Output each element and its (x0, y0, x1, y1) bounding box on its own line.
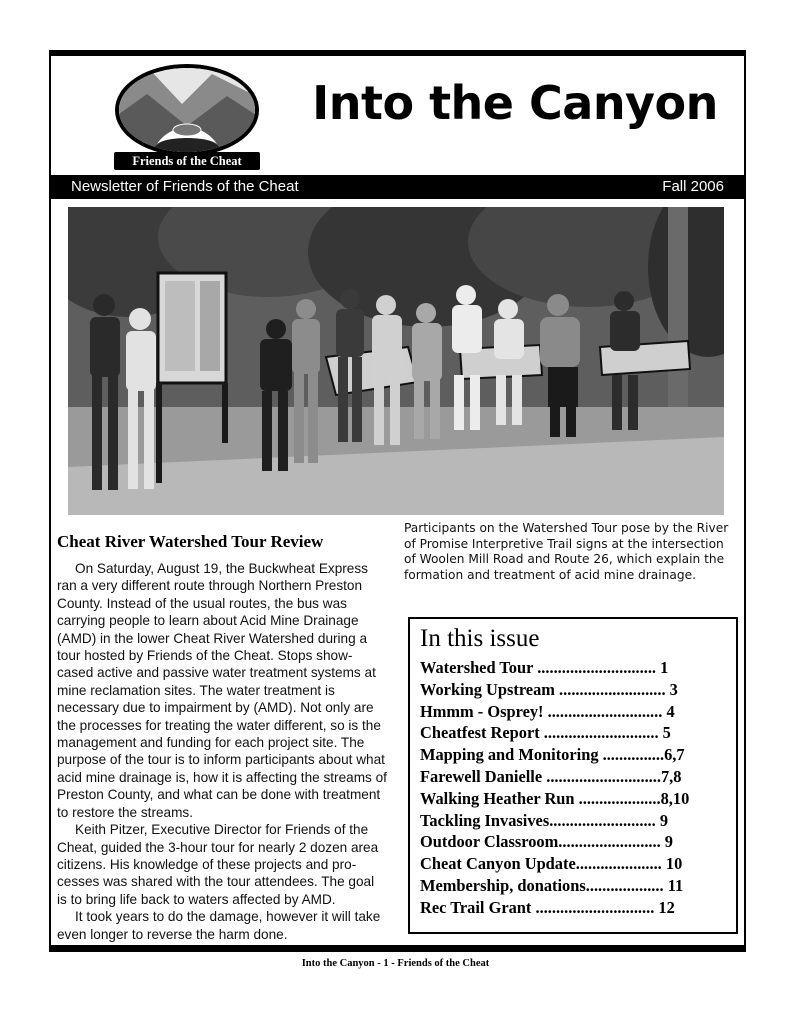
toc-item[interactable]: Tackling Invasives.......................... 9 (420, 810, 669, 830)
group-photo (68, 207, 724, 515)
logo-text: Friends of the Cheat (132, 154, 242, 168)
toc-item[interactable]: Working Upstream .......................... 3 (420, 679, 678, 699)
article (57, 532, 387, 943)
toc-item[interactable]: Cheat Canyon Update..................... 10 (420, 854, 683, 874)
article-headline: Cheat River Watershed Tour Review (57, 532, 324, 551)
table-of-contents (420, 657, 720, 919)
newsletter-subtitle: Newsletter of Friends of the Cheat (71, 178, 299, 195)
issue-date: Fall 2006 (662, 178, 724, 195)
toc-item[interactable]: Rec Trail Grant ............................. 12 (420, 897, 675, 917)
bottom-rule (49, 945, 746, 952)
article-paragraph: It took years to do the damage, however it will take even longer to reverse the harm done. (57, 909, 381, 942)
toc-item[interactable]: Mapping and Monitoring ...............6,7 (420, 745, 685, 765)
header-band (51, 175, 744, 199)
toc-item[interactable]: Walking Heather Run ....................8,10 (420, 788, 690, 808)
top-rule (49, 50, 746, 56)
photo-caption: Participants on the Watershed Tour pose by the River of Promise Interpretive Trail signs at the intersection of Woolen Mill Road and Route 26, which explain the formation and treatment of acid mine drainage. (404, 521, 729, 582)
article-paragraph: On Saturday, August 19, the Buckwheat Express ran a very different route through Northern Preston County. Instead of the usual routes, the bus was carrying people to learn about Acid Mine Drainage (AMD) in the lower Cheat River Watershed during a tour hosted by Friends of the Cheat. Stops show-cased active and passive water treatment systems at mine reclamation sites. The water treatment is necessary due to impairment by (AMD). Not only are the processes for treating the water different, so is the management and funding for each project site. The purpose of the tour is to inform participants about what acid mine drainage is, how it is affecting the streams of Preston County, and what can be done with treatment to restore the streams. (57, 561, 387, 820)
toc-item[interactable]: Watershed Tour ............................. 1 (420, 658, 669, 677)
friends-of-the-cheat-logo (112, 64, 262, 172)
toc-item[interactable]: Outdoor Classroom......................... 9 (420, 832, 674, 852)
article-paragraph: Keith Pitzer, Executive Director for Friends of the Cheat, guided the 3-hour tour for nearly 2 dozen area citizens. His knowledge of these projects and pro-cesses was shared with the tour attendees. The goal is to bring life back to waters affected by AMD. (57, 822, 379, 907)
newsletter-title: Into the Canyon (312, 76, 718, 130)
toc-item[interactable]: Membership, donations................... 11 (420, 875, 684, 895)
toc-item[interactable]: Cheatfest Report ............................ 5 (420, 723, 671, 743)
in-this-issue-heading: In this issue (420, 625, 540, 652)
toc-item[interactable]: Hmmm - Osprey! ............................ 4 (420, 701, 675, 721)
in-this-issue-box (408, 617, 738, 934)
page-footer: Into the Canyon - 1 - Friends of the Cheat (301, 958, 490, 969)
toc-item[interactable]: Farewell Danielle ............................7,8 (420, 766, 682, 786)
